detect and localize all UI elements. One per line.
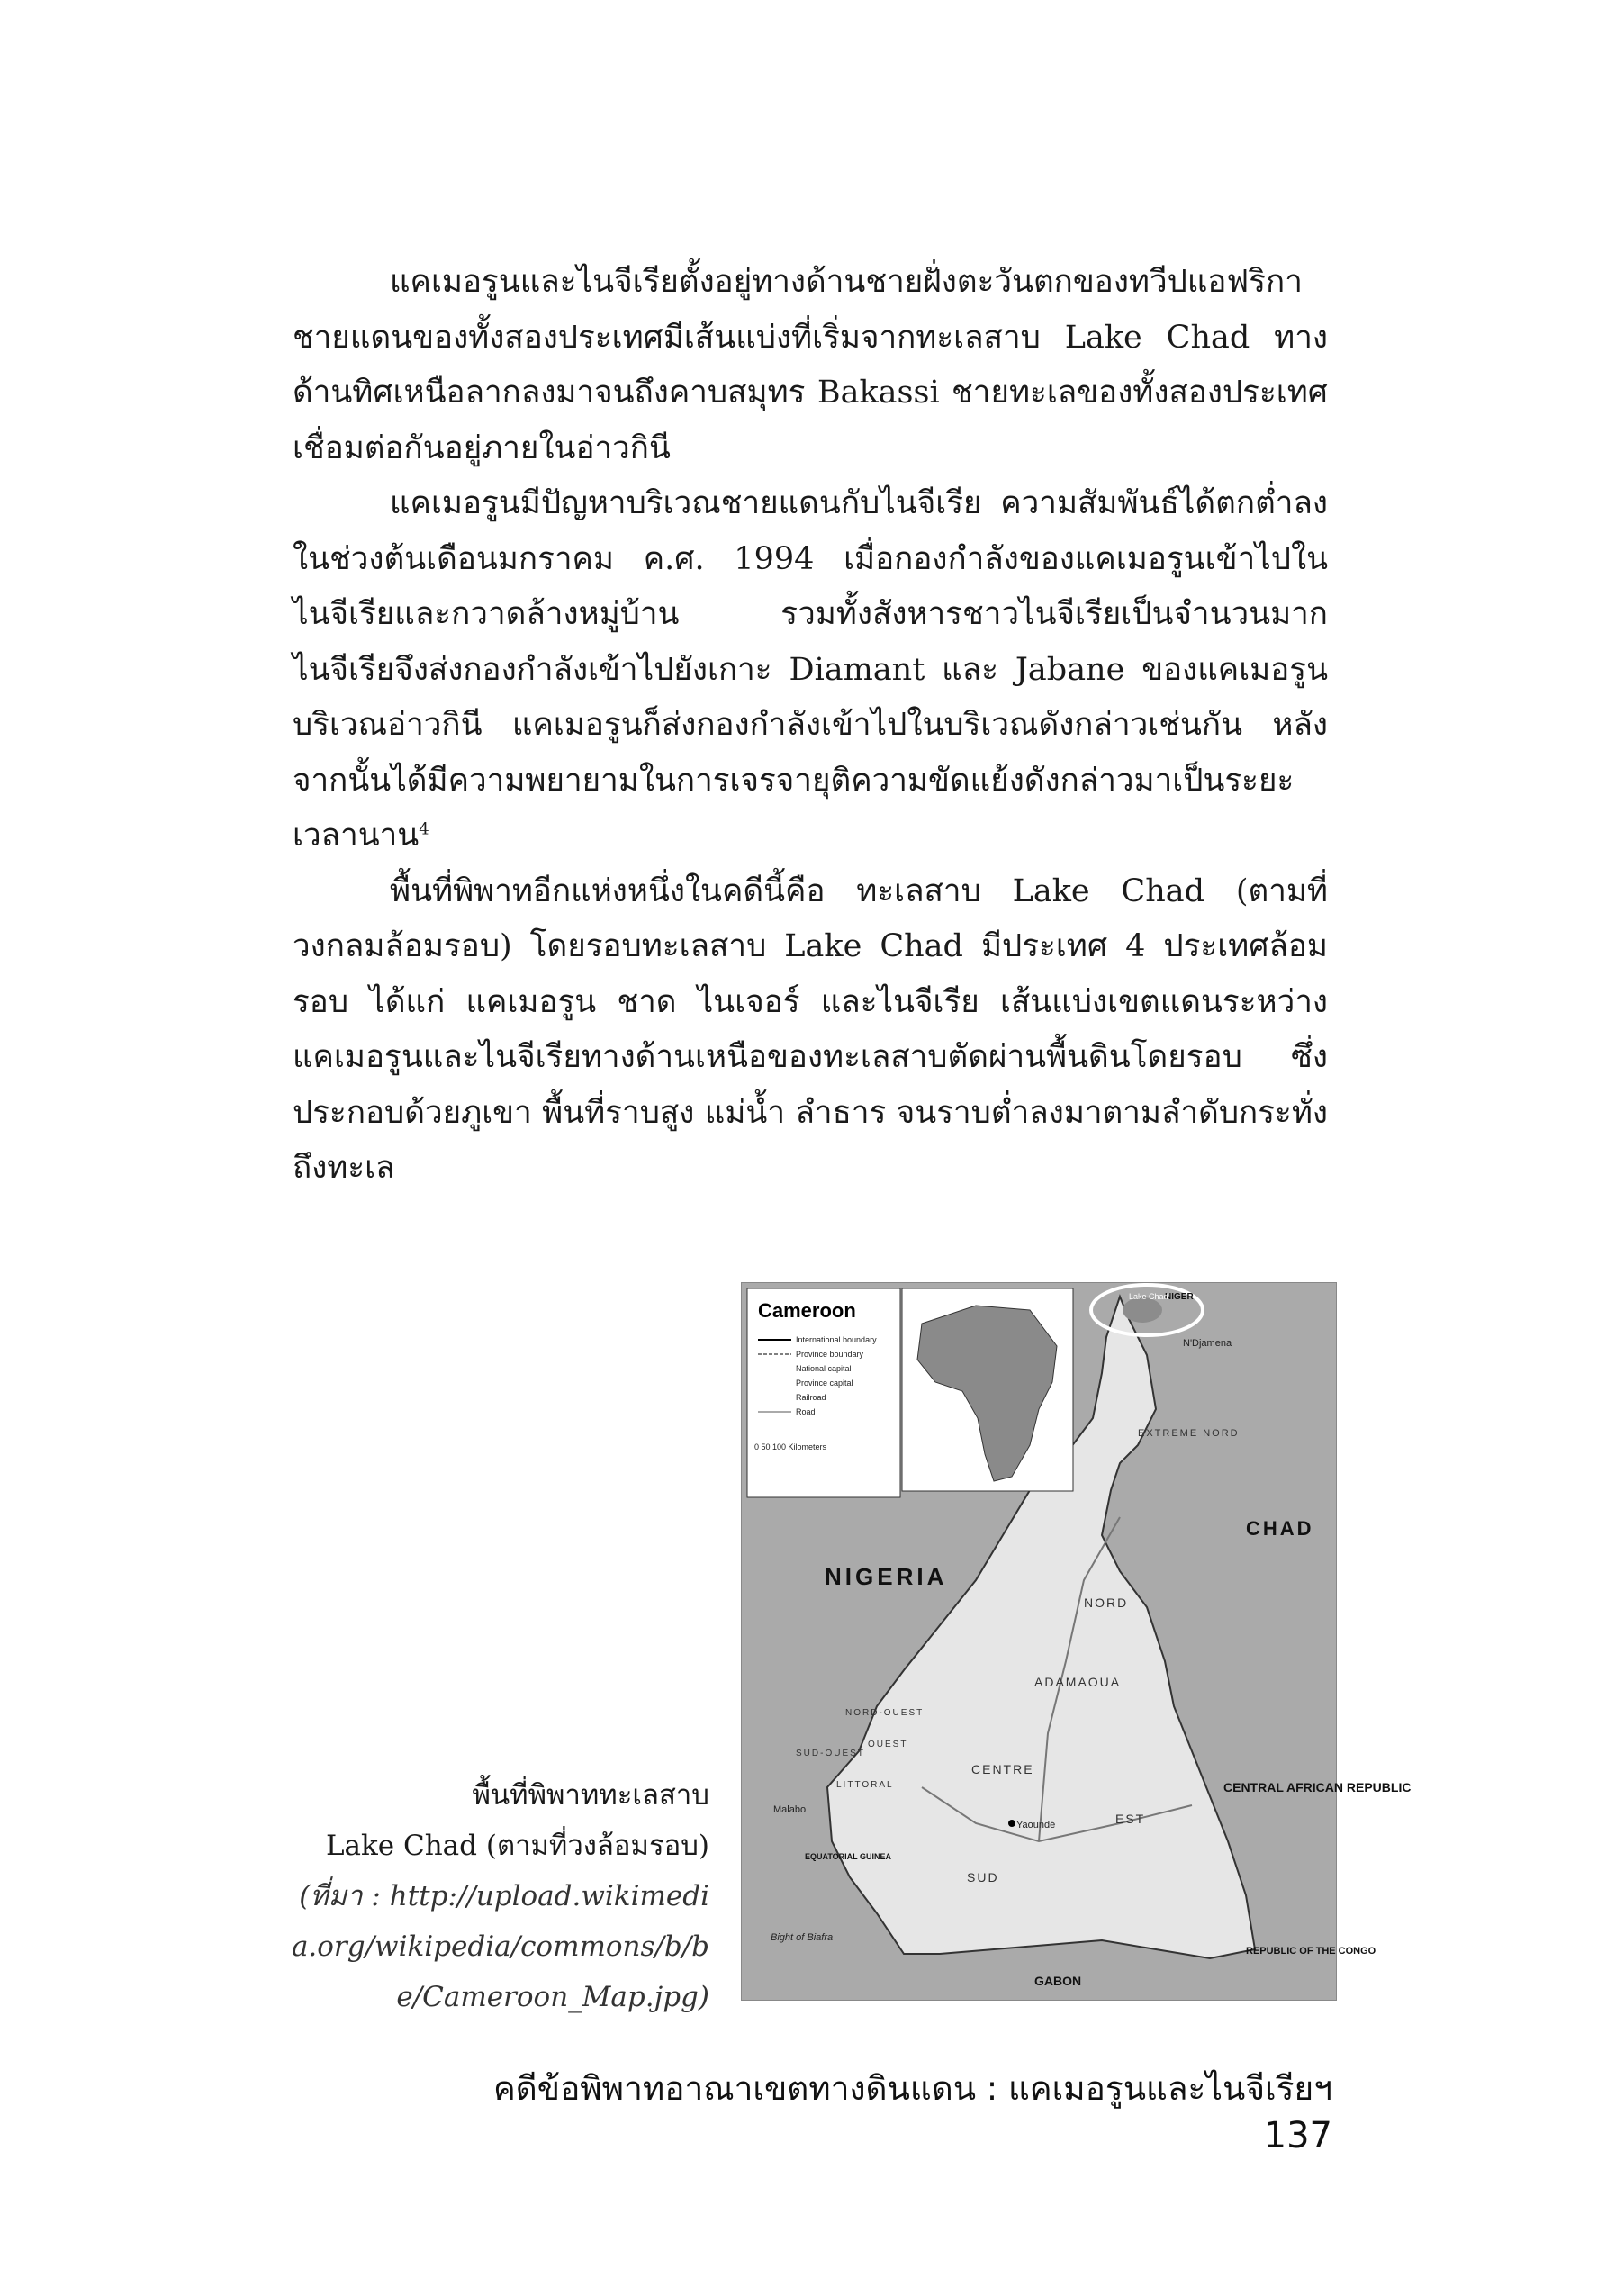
- capital-marker: [1008, 1820, 1015, 1827]
- paragraph-2-text: แคเมอรูนมีปัญหาบริเวณชายแดนกับไนจีเรีย ความสัมพันธ์ได้ตกต่ำลงในช่วงต้นเดือนมกราคม ค.ศ. 1994 เมื่อกองกำลังของแคเมอรูนเข้าไปในไนจีเรียและกวาดล้างหมู่บ้าน รวมทั้งสังหารชาวไนจีเรียเป็นจำนวนมาก ไนจีเรียจึงส่งกองกำลังเข้าไปยังเกาะ Diamant และ Jabane ของแคเมอรูนบริเวณอ่าวกินี แคเมอรูนก็ส่งกองกำลังเข้าไปในบริเวณดังกล่าวเช่นกัน หลังจากนั้นได้มีความพยายามในการเจรจายุติความขัดแย้งดังกล่าวมาเป็นระยะเวลานาน: [293, 485, 1328, 854]
- label-nord: NORD: [1084, 1595, 1129, 1610]
- caption-line-2: Lake Chad (ตามที่วงล้อมรอบ): [325, 1830, 709, 1862]
- city-yaounde: Yaoundé: [1016, 1820, 1056, 1830]
- label-nord-ouest: NORD-OUEST: [845, 1708, 925, 1718]
- city-malabo: Malabo: [773, 1804, 807, 1815]
- label-extreme-nord: EXTREME NORD: [1138, 1428, 1240, 1439]
- label-littoral: LITTORAL: [836, 1780, 894, 1790]
- cameroon-map: [742, 1283, 1412, 2000]
- caption-source: (ที่มา : http://upload.wikimedia.org/wikipedia/commons/b/be/Cameroon_Map.jpg): [291, 1880, 709, 2013]
- label-car: CENTRAL AFRICAN REPUBLIC: [1223, 1780, 1412, 1794]
- paragraph-3: พื้นที่พิพาทอีกแห่งหนึ่งในคดีนี้คือ ทะเลสาบ Lake Chad (ตามที่วงกลมล้อมรอบ) โดยรอบทะเลสาบ Lake Chad มีประเทศ 4 ประเทศล้อมรอบ ได้แก่ แคเมอรูน ชาด ไนเจอร์ และไนจีเรีย เส้นแบ่งเขตแดนระหว่างแคเมอรูนและไนจีเรียทางด้านเหนือของทะเลสาบตัดผ่านพื้นดินโดยรอบ ซึ่งประกอบด้วยภูเขา พื้นที่ราบสูง แม่น้ำ ลำธาร จนราบต่ำลงมาตามลำดับกระทั่งถึงทะเล: [293, 872, 1328, 1186]
- map-title: Cameroon: [758, 1299, 856, 1322]
- running-title: คดีข้อพิพาทอาณาเขตทางดินแดน : แคเมอรูนและไนจีเรียฯ: [493, 2069, 1332, 2108]
- label-centre: CENTRE: [971, 1762, 1034, 1776]
- water-bight: Bight of Biafra: [771, 1932, 834, 1943]
- cameroon-map-figure: [741, 1282, 1412, 2001]
- label-sud-ouest: SUD-OUEST: [796, 1749, 865, 1758]
- caption-line-1: พื้นที่พิพาททะเลสาบ: [472, 1779, 709, 1812]
- legend-item: Province boundary: [796, 1350, 864, 1359]
- water-lake-chad: Lake Chad: [1129, 1292, 1168, 1301]
- label-adamaoua: ADAMAOUA: [1034, 1675, 1122, 1689]
- label-congo: REPUBLIC OF THE CONGO: [1246, 1946, 1376, 1957]
- paragraph-2: [293, 476, 1328, 864]
- city-ndjamena: N'Djamena: [1183, 1338, 1232, 1349]
- map-scale: 0 50 100 Kilometers: [754, 1442, 827, 1451]
- label-ouest: OUEST: [868, 1740, 908, 1749]
- map-caption: [286, 1770, 709, 2022]
- label-eq-guinea: EQUATORIAL GUINEA: [805, 1852, 892, 1861]
- legend-item: International boundary: [796, 1335, 877, 1344]
- body-text: [293, 255, 1328, 1197]
- page-number: 137: [1263, 2115, 1332, 2156]
- label-gabon: GABON: [1034, 1974, 1082, 1988]
- label-sud: SUD: [967, 1870, 999, 1885]
- legend-item: Railroad: [796, 1393, 826, 1402]
- lake-chad-water: [1123, 1297, 1162, 1323]
- paragraph-1: แคเมอรูนและไนจีเรียตั้งอยู่ทางด้านชายฝั่งตะวันตกของทวีปแอฟริกา ชายแดนของทั้งสองประเทศมีเส้นแบ่งที่เริ่มจากทะเลสาบ Lake Chad ทางด้านทิศเหนือลากลงมาจนถึงคาบสมุทร Bakassi ชายทะเลของทั้งสองประเทศเชื่อมต่อกันอยู่ภายในอ่าวกินี: [293, 264, 1328, 466]
- label-est: EST: [1115, 1812, 1146, 1826]
- page-footer: [491, 2062, 1332, 2156]
- footnote-reference: 4: [419, 819, 429, 839]
- legend-item: National capital: [796, 1364, 852, 1373]
- label-nigeria: NIGERIA: [825, 1563, 948, 1590]
- legend-item: Road: [796, 1407, 816, 1416]
- legend-item: Province capital: [796, 1379, 853, 1388]
- label-niger: NIGER: [1165, 1292, 1194, 1302]
- label-chad: CHAD: [1246, 1517, 1314, 1540]
